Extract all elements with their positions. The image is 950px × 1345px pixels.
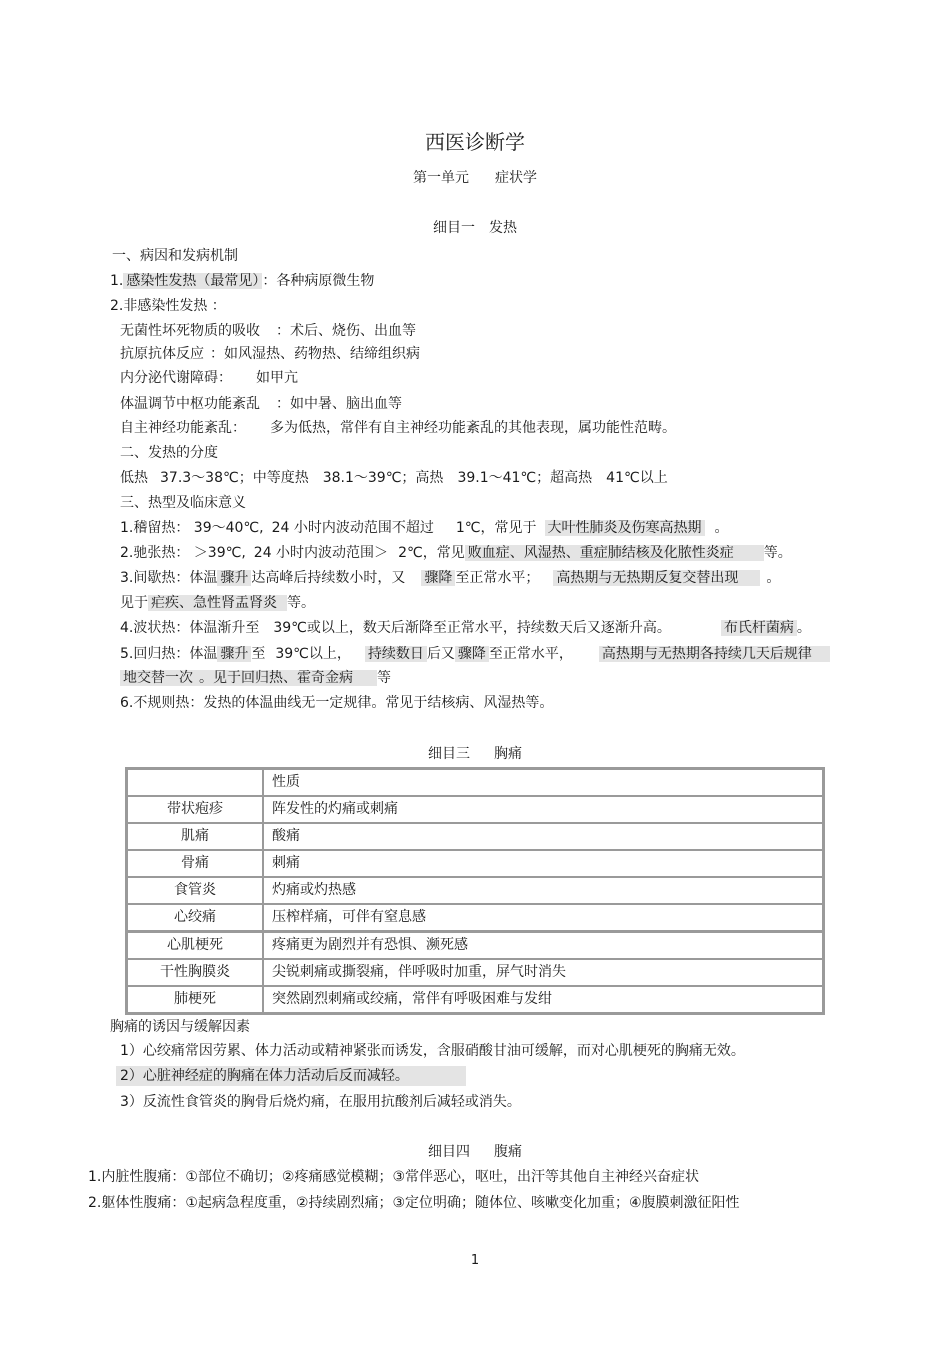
highlight: 骤降 <box>455 646 489 662</box>
highlight: 败血症、风湿热、重症肺结核及化脓性炎症 <box>465 545 764 561</box>
highlight: 高热期与无热期反复交替出现 <box>553 570 760 586</box>
text-part: 至正常水平； <box>455 570 540 586</box>
table-row <box>127 823 823 850</box>
line-thermoregulation <box>120 394 402 414</box>
line-infectious-fever <box>110 271 374 291</box>
line-factor-3: 3）反流性食管炎的胸骨后烧灼痛，在服用抗酸剂后减轻或消失。 <box>120 1094 521 1110</box>
unit-name: 症状学 <box>495 170 537 186</box>
table-row <box>127 796 823 823</box>
line-antigen-antibody <box>120 344 420 364</box>
text-part: 内分泌代谢障碍： <box>120 370 232 386</box>
line-necrotic-absorption <box>120 321 416 341</box>
text-part: 自主神经功能紊乱： <box>120 420 246 436</box>
highlight: 骤降 <box>421 570 455 586</box>
line-somatic-pain: 2.躯体性腹痛：①起病急程度重，②持续剧烈痛；③定位明确；随体位、咳嗽变化加重；④腹膜刺激征阳性 <box>88 1195 740 1211</box>
table-cell: 酸痛 <box>263 823 823 850</box>
highlight: 高热期与无热期各持续几天后规律 <box>599 646 830 662</box>
text-part: 抗原抗体反应 <box>120 346 204 362</box>
text-part: 多为低热，常伴有自主神经功能紊乱的其他表现，属功能性范畴。 <box>270 420 676 436</box>
table-cell: 肌痛 <box>127 823 263 850</box>
chest-pain-table <box>125 767 825 1015</box>
text-part: 41℃以上 <box>606 470 668 486</box>
text-part: 等 <box>377 670 391 686</box>
highlight: 感染性发热（最常见） <box>123 273 262 289</box>
table-row <box>127 877 823 904</box>
text-part: 2.驰张热： ＞39℃, <box>120 545 246 561</box>
table-cell: 食管炎 <box>127 877 263 904</box>
text-part: 等。 <box>763 545 792 561</box>
text-part: 37.3～38℃；中等度热 <box>160 470 309 486</box>
heading-etiology: 一、病因和发病机制 <box>112 248 238 264</box>
highlight: 骤升 <box>217 570 251 586</box>
section-label: 细目一 <box>433 220 475 236</box>
highlight: 大叶性肺炎及伤寒高热期 <box>545 520 705 536</box>
text-part: 38.1～39℃；高热 <box>322 470 444 486</box>
section-name: 腹痛 <box>494 1144 522 1160</box>
text-part: 低热 <box>120 470 148 486</box>
table-cell: 疼痛更为剧烈并有恐惧、濒死感 <box>263 931 823 959</box>
text-part: 39℃以上， <box>275 646 351 662</box>
table-cell: 干性胸膜炎 <box>127 959 263 986</box>
line-factor-1: 1）心绞痛常因劳累、体力活动或精神紧张而诱发，含服硝酸甘油可缓解，而对心肌梗死的胸痛无效。 <box>120 1043 745 1059</box>
highlight: 。见于回归热、霍奇金病 <box>196 670 377 686</box>
table-cell: 刺痛 <box>263 850 823 877</box>
table-cell: 肺梗死 <box>127 986 263 1013</box>
text-part: ：术后、烧伤、出血等 <box>276 323 416 339</box>
line-endocrine <box>120 368 298 388</box>
text-part: ：如中暑、脑出血等 <box>276 396 402 412</box>
text-part: 。 <box>766 570 781 586</box>
page-number: 1 <box>470 1253 480 1268</box>
text-part: 无菌性坏死物质的吸收 <box>120 323 260 339</box>
line-intermittent-causes <box>120 593 315 613</box>
line-visceral-pain: 1.内脏性腹痛：①部位不确切；②疼痛感觉模糊；③常伴恶心，呕吐，出汗等其他自主神经兴奋症状 <box>88 1169 700 1185</box>
line-intermittent-fever <box>120 568 780 588</box>
text-part: 等。 <box>287 595 315 611</box>
text-part: 体温调节中枢功能紊乱 <box>120 396 260 412</box>
highlight: 骤升 <box>217 646 251 662</box>
line-irregular-fever: 6.不规则热：发热的体温曲线无一定规律。常见于结核病、风湿热等。 <box>120 695 554 711</box>
text-part: 3.间歇热：体温 <box>120 570 218 586</box>
text-part: 。 <box>796 620 811 636</box>
highlight: 布氏杆菌病 <box>721 620 797 636</box>
text-part: 1.稽留热： 39～40℃, <box>120 520 264 536</box>
highlight: 疟疾、急性肾盂肾炎 <box>148 595 287 611</box>
table-cell: 心肌梗死 <box>127 931 263 959</box>
text-part: 1℃，常见于 <box>455 520 537 536</box>
line-relapsing-fever <box>120 644 830 664</box>
text-part: ：各种病原微生物 <box>262 273 375 289</box>
unit-heading <box>0 168 950 188</box>
document-title: 西医诊断学 <box>425 130 525 154</box>
unit-label: 第一单元 <box>413 170 469 186</box>
text-part: 2℃，常见 <box>398 545 465 561</box>
table-cell: 突然剧烈刺痛或绞痛，常伴有呼吸困难与发绀 <box>263 986 823 1013</box>
table-cell: 压榨样痛，可伴有窒息感 <box>263 904 823 931</box>
highlight: 2）心脏神经症的胸痛在体力活动后反而减轻。 <box>116 1066 466 1086</box>
text-part: 见于 <box>120 595 148 611</box>
section-name: 胸痛 <box>494 746 522 762</box>
table-header-cell: 性质 <box>263 769 823 796</box>
line-remittent-fever <box>120 543 792 563</box>
line-continuous-fever <box>120 518 729 538</box>
line-fever-grades <box>120 468 668 488</box>
heading-fever-grade: 二、发热的分度 <box>120 445 218 461</box>
text-part: 至 <box>251 646 266 662</box>
highlight: 地交替一次 <box>120 670 196 686</box>
text-part: 。 <box>714 520 729 536</box>
section-heading-chest-pain <box>0 744 950 764</box>
line-undulant-fever <box>120 618 811 638</box>
section-label: 细目三 <box>428 746 470 762</box>
text-part: 如甲亢 <box>256 370 298 386</box>
section-name: 发热 <box>489 220 517 236</box>
table-cell: 骨痛 <box>127 850 263 877</box>
table-header-row <box>127 769 823 796</box>
table-cell: 心绞痛 <box>127 904 263 931</box>
table-cell: 尖锐刺痛或撕裂痛，伴呼吸时加重，屏气时消失 <box>263 959 823 986</box>
text-part: 4.波状热：体温渐升至 <box>120 620 260 636</box>
text-part: ：如风湿热、药物热、结缔组织病 <box>210 346 420 362</box>
text-part: 24 小时内波动范围不超过 <box>271 520 434 536</box>
text-part: 达高峰后持续数小时，又 <box>251 570 406 586</box>
table-row <box>127 959 823 986</box>
section-heading-fever <box>0 218 950 238</box>
line-factor-2 <box>116 1066 466 1086</box>
table-header-cell <box>127 769 263 796</box>
text-part: 至正常水平， <box>488 646 573 662</box>
line-relapsing-fever-cont <box>120 668 391 688</box>
table-row <box>127 931 823 959</box>
table-row <box>127 850 823 877</box>
text-part: 1. <box>110 273 124 289</box>
section-heading-abdominal-pain <box>0 1142 950 1162</box>
table-row <box>127 904 823 931</box>
table-cell: 带状疱疹 <box>127 796 263 823</box>
heading-fever-types: 三、热型及临床意义 <box>120 495 246 511</box>
table-row <box>127 986 823 1013</box>
section-label: 细目四 <box>428 1144 470 1160</box>
heading-chest-pain-factors: 胸痛的诱因与缓解因素 <box>110 1019 250 1035</box>
table-cell: 灼痛或灼热感 <box>263 877 823 904</box>
text-part: 39℃或以上，数天后渐降至正常水平，持续数天后又逐渐升高。 <box>273 620 671 636</box>
text-part: 5.回归热：体温 <box>120 646 218 662</box>
line-noninfectious-fever: 2.非感染性发热 ： <box>110 298 226 314</box>
text-part: 后又 <box>426 646 455 662</box>
highlight: 持续数日 <box>365 646 427 662</box>
table-cell: 阵发性的灼痛或刺痛 <box>263 796 823 823</box>
text-part: 39.1～41℃；超高热 <box>457 470 593 486</box>
text-part: 24 小时内波动范围＞ <box>253 545 389 561</box>
line-autonomic <box>120 418 676 438</box>
